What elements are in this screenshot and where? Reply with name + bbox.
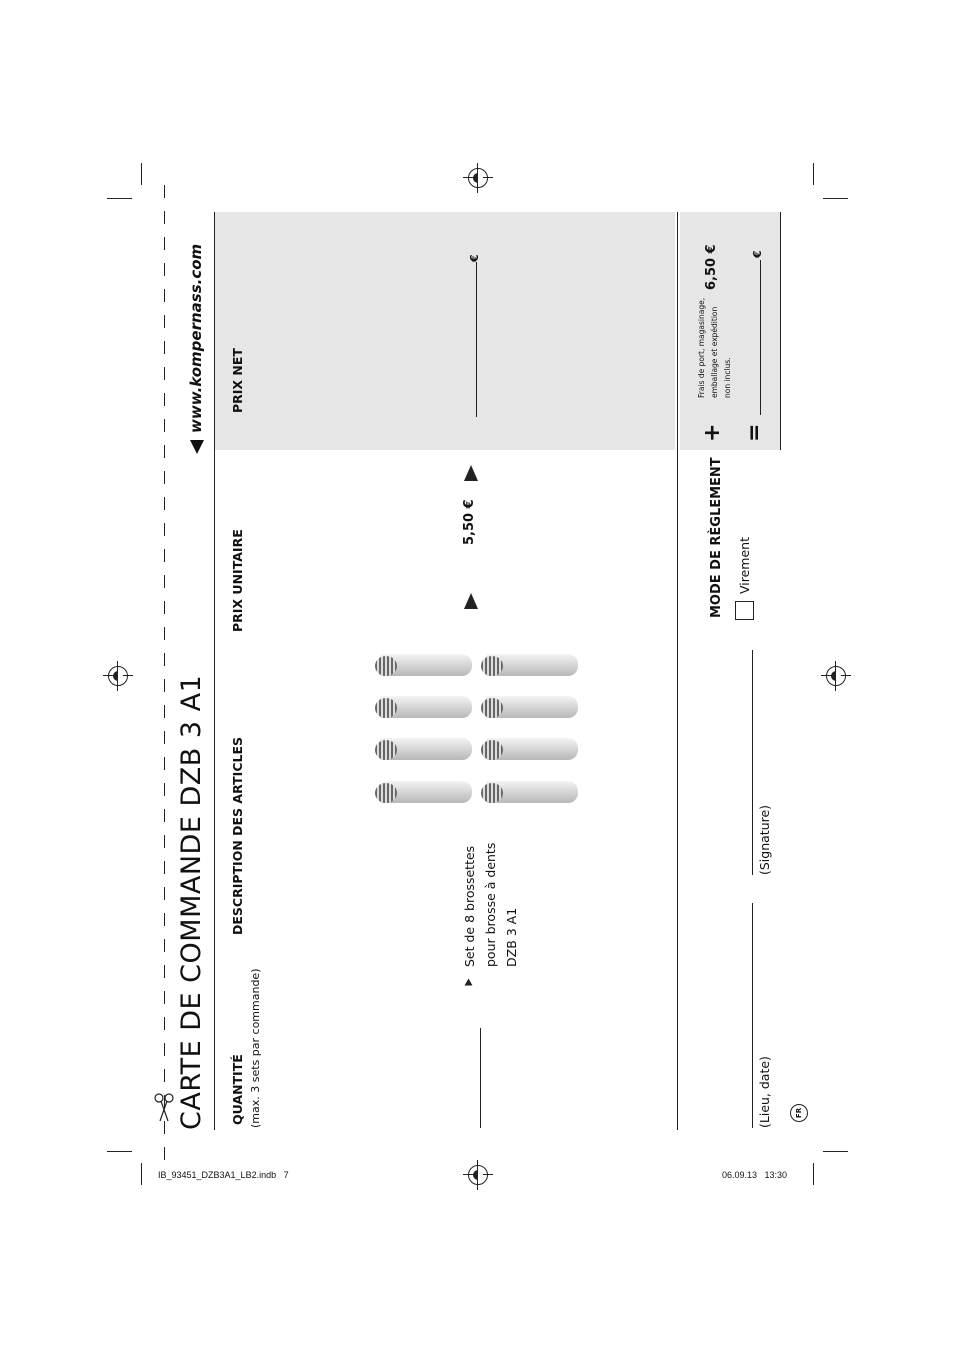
unit-price-header: PRIX UNITAIRE [230, 529, 245, 632]
payment-heading: MODE DE RÈGLEMENT [709, 457, 724, 618]
description-header: DESCRIPTION DES ARTICLES [230, 736, 245, 935]
cut-line [164, 185, 165, 1170]
bullet-icon [465, 979, 473, 986]
net-price-panel [215, 212, 675, 450]
footer-file: IB_93451_DZB3A1_LB2.indb 7 [158, 1170, 289, 1180]
page-title: CARTE DE COMMANDE DZB 3 A1 [176, 674, 207, 1130]
place-date-line[interactable] [752, 903, 753, 1128]
quantity-input-line[interactable] [480, 1028, 481, 1128]
net-price-currency: € [468, 254, 481, 262]
net-price-input-line[interactable] [476, 262, 477, 417]
crop-mark [107, 198, 132, 199]
virement-checkbox[interactable] [735, 601, 754, 620]
item-description-line2: pour brosse à dents [483, 842, 498, 967]
footer-date: 06.09.13 13:30 [722, 1170, 788, 1180]
place-date-label: (Lieu, date) [757, 1056, 772, 1128]
quantity-header: QUANTITÉ [230, 1054, 245, 1125]
registration-mark-icon [468, 1165, 488, 1185]
scissors-icon [153, 1093, 175, 1123]
quantity-note: (max. 3 sets par commande) [249, 968, 262, 1128]
item-description-line1: Set de 8 brossettes [462, 845, 477, 967]
arrow-right-icon [190, 440, 204, 454]
signature-line[interactable] [752, 650, 753, 875]
total-input-line[interactable] [760, 260, 761, 415]
equals-sign: = [742, 423, 767, 442]
title-rule [214, 212, 215, 1130]
registration-mark-icon [468, 168, 488, 188]
virement-label: Virement [737, 537, 752, 594]
total-currency: € [751, 250, 764, 258]
unit-price-value: 5,50 € [462, 499, 477, 545]
shipping-note-line1: Frais de port, magasinage, [697, 297, 706, 398]
crop-mark [823, 1151, 848, 1152]
language-badge: FR [790, 1104, 808, 1122]
panel-border [780, 212, 781, 450]
shipping-note-line3: non inclus. [723, 357, 732, 398]
crop-mark [813, 1163, 814, 1185]
signature-label: (Signature) [757, 804, 772, 875]
shipping-note-line2: emballage et expédition [710, 306, 719, 398]
arrow-icon [464, 593, 478, 609]
arrow-icon [464, 465, 478, 481]
crop-mark [107, 1151, 132, 1152]
crop-mark [141, 1163, 142, 1185]
shipping-panel [680, 212, 780, 450]
registration-mark-icon [826, 666, 846, 686]
crop-mark [813, 163, 814, 185]
plus-sign: + [700, 423, 725, 442]
net-price-header: PRIX NET [230, 348, 245, 413]
crop-mark [823, 198, 848, 199]
registration-mark-icon [108, 666, 128, 686]
crop-mark [141, 163, 142, 185]
item-description-line3: DZB 3 A1 [504, 907, 519, 967]
shipping-price: 6,50 € [704, 244, 719, 290]
website-link[interactable]: www.kompernass.com [187, 243, 205, 433]
section-divider [677, 212, 678, 1130]
